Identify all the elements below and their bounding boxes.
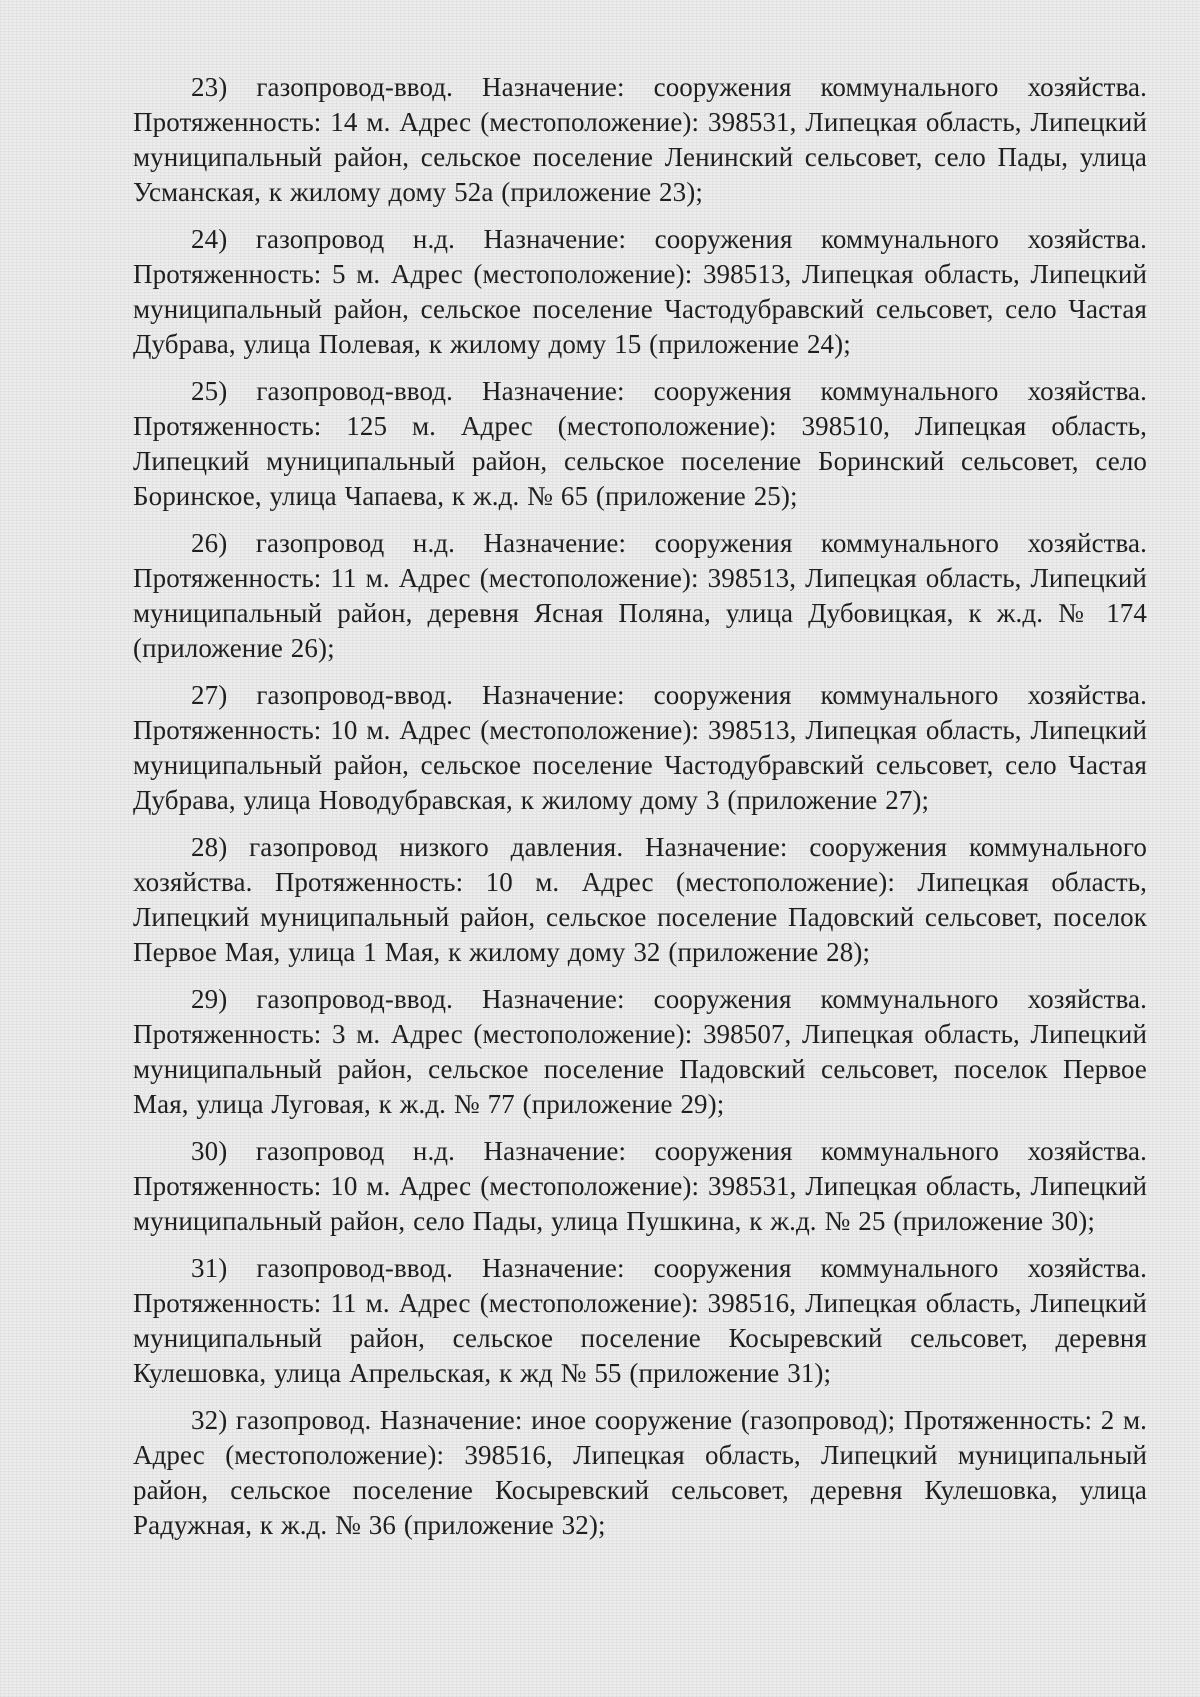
list-item-24: 24) газопровод н.д. Назначение: сооружения коммунального хозяйства. Протяженность: 5 м. Адрес (местоположение): 398513, Липецкая область, Липецкий муниципальный район, сельское поселение Частодубравский сельсовет, село Частая Дубрава, улица Полевая, к жилому дому 15 (приложение 24); (133, 224, 1147, 359)
list-item-29: 29) газопровод-ввод. Назначение: сооружения коммунального хозяйства. Протяженность: 3 м. Адрес (местоположение): 398507, Липецкая область, Липецкий муниципальный район, сельское поселение Падовский сельсовет, поселок Первое Мая, улица Луговая, к ж.д. № 77 (приложение 29); (133, 984, 1147, 1119)
list-item-27: 27) газопровод-ввод. Назначение: сооружения коммунального хозяйства. Протяженность: 10 м. Адрес (местоположение): 398513, Липецкая область, Липецкий муниципальный район, сельское поселение Частодубравский сельсовет, село Частая Дубрава, улица Новодубравская, к жилому дому 3 (приложение 27); (133, 680, 1147, 815)
document-body (133, 70, 1147, 1555)
list-item-25: 25) газопровод-ввод. Назначение: сооружения коммунального хозяйства. Протяженность: 125 м. Адрес (местоположение): 398510, Липецкая область, Липецкий муниципальный район, сельское поселение Боринский сельсовет, село Боринское, улица Чапаева, к ж.д. № 65 (приложение 25); (133, 376, 1147, 511)
list-item-32: 32) газопровод. Назначение: иное сооружение (газопровод); Протяженность: 2 м. Адрес (местоположение): 398516, Липецкая область, Липецкий муниципальный район, сельское поселение Косыревский сельсовет, деревня Кулешовка, улица Радужная, к ж.д. № 36 (приложение 32); (133, 1405, 1147, 1540)
list-item-31: 31) газопровод-ввод. Назначение: сооружения коммунального хозяйства. Протяженность: 11 м. Адрес (местоположение): 398516, Липецкая область, Липецкий муниципальный район, сельское поселение Косыревский сельсовет, деревня Кулешовка, улица Апрельская, к жд № 55 (приложение 31); (133, 1253, 1147, 1388)
list-item-30: 30) газопровод н.д. Назначение: сооружения коммунального хозяйства. Протяженность: 10 м. Адрес (местоположение): 398531, Липецкая область, Липецкий муниципальный район, село Пады, улица Пушкина, к ж.д. № 25 (приложение 30); (133, 1136, 1147, 1236)
list-item-28: 28) газопровод низкого давления. Назначение: сооружения коммунального хозяйства. Протяженность: 10 м. Адрес (местоположение): Липецкая область, Липецкий муниципальный район, сельское поселение Падовский сельсовет, поселок Первое Мая, улица 1 Мая, к жилому дому 32 (приложение 28); (133, 832, 1147, 967)
list-item-23: 23) газопровод-ввод. Назначение: сооружения коммунального хозяйства. Протяженность: 14 м. Адрес (местоположение): 398531, Липецкая область, Липецкий муниципальный район, сельское поселение Ленинский сельсовет, село Пады, улица Усманская, к жилому дому 52а (приложение 23); (133, 72, 1147, 207)
list-item-26: 26) газопровод н.д. Назначение: сооружения коммунального хозяйства. Протяженность: 11 м. Адрес (местоположение): 398513, Липецкая область, Липецкий муниципальный район, деревня Ясная Поляна, улица Дубовицкая, к ж.д. № 174 (приложение 26); (133, 528, 1147, 663)
